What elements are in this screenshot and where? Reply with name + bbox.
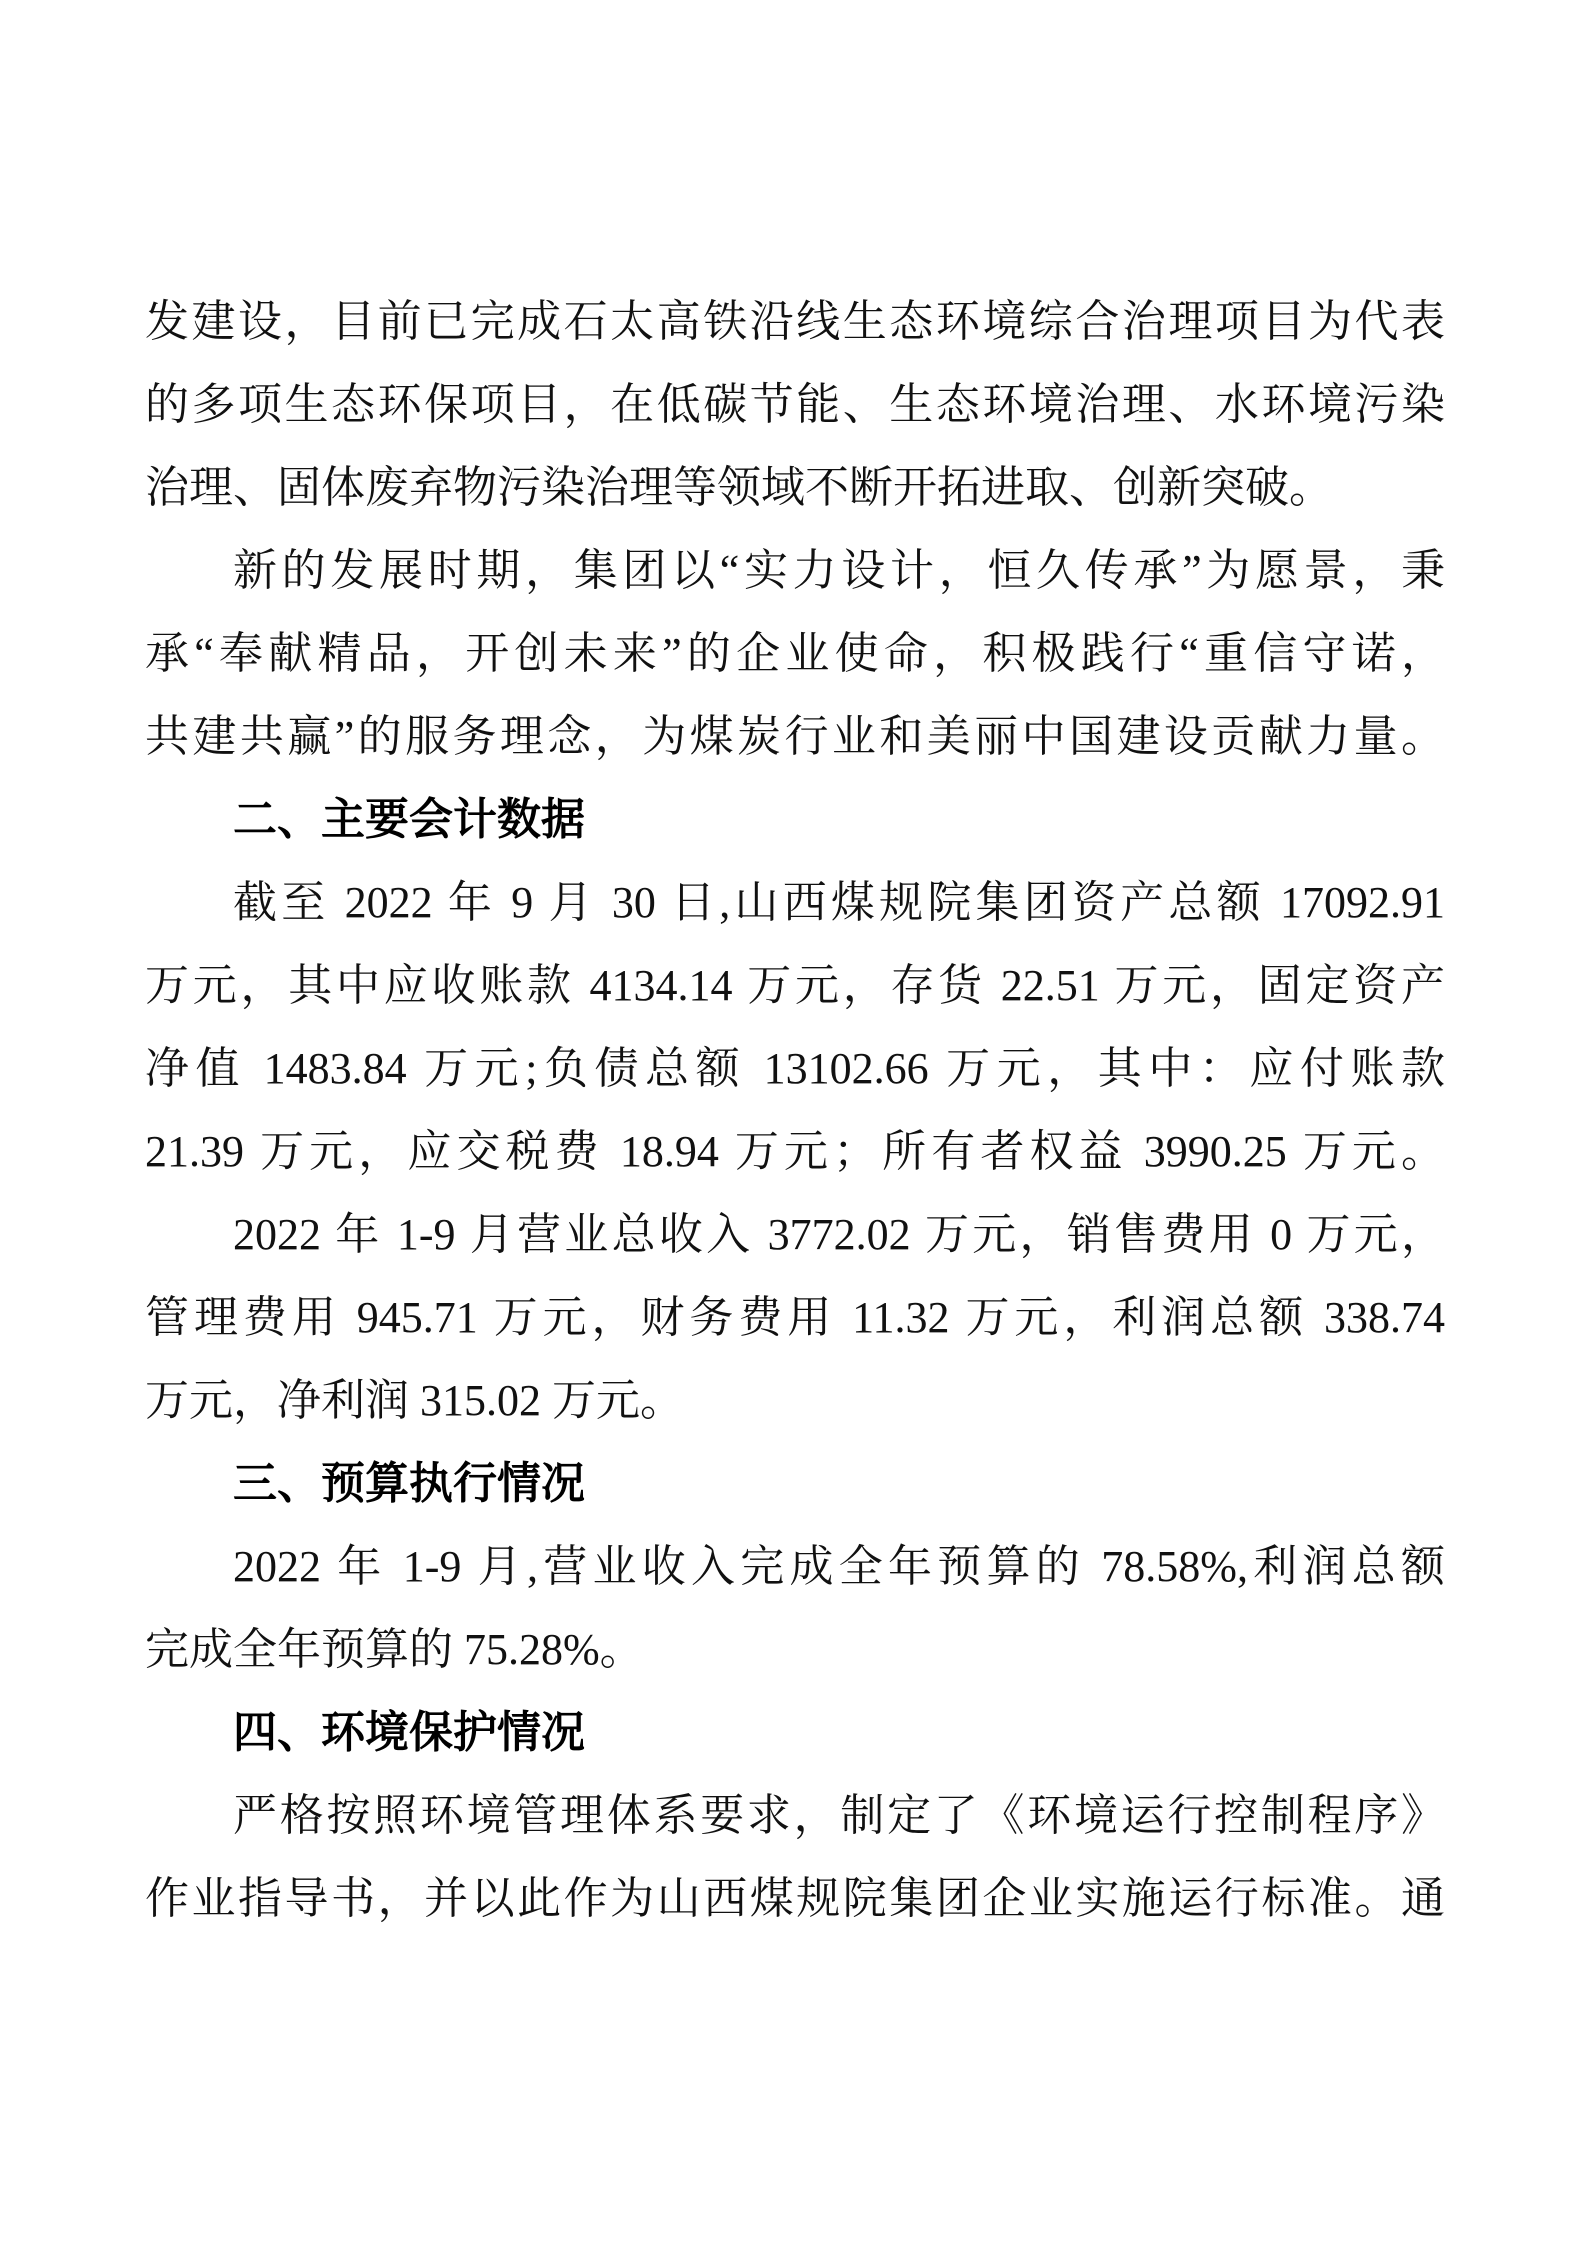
text-line: 严格按照环境管理体系要求，制定了《环境运行控制程序》 xyxy=(233,1791,1445,1840)
text-line: 截至 2022 年 9 月 30 日,山西煤规院集团资产总额 17092.91 xyxy=(233,878,1445,927)
section-heading: 四、环境保护情况 xyxy=(233,1708,585,1757)
text-line: 作业指导书，并以此作为山西煤规院集团企业实施运行标准。通 xyxy=(145,1874,1445,1923)
text-line: 新的发展时期，集团以“实力设计，恒久传承”为愿景，秉 xyxy=(233,546,1445,595)
text-line: 2022 年 1-9 月营业总收入 3772.02 万元，销售费用 0 万元， xyxy=(233,1210,1445,1259)
text-line: 净值 1483.84 万元;负债总额 13102.66 万元，其中：应付账款 xyxy=(145,1044,1445,1093)
text-line: 管理费用 945.71 万元，财务费用 11.32 万元，利润总额 338.74 xyxy=(145,1293,1445,1342)
section-heading: 二、主要会计数据 xyxy=(233,795,585,844)
text-line: 共建共赢”的服务理念，为煤炭行业和美丽中国建设贡献力量。 xyxy=(145,712,1445,761)
text-line: 2022 年 1-9 月,营业收入完成全年预算的 78.58%,利润总额 xyxy=(233,1542,1445,1591)
text-line: 万元，其中应收账款 4134.14 万元，存货 22.51 万元，固定资产 xyxy=(145,961,1445,1010)
text-line: 的多项生态环保项目，在低碳节能、生态环境治理、水环境污染 xyxy=(145,380,1445,429)
document-body xyxy=(145,280,1445,1940)
text-line: 21.39 万元，应交税费 18.94 万元；所有者权益 3990.25 万元。 xyxy=(145,1127,1445,1176)
text-line: 万元，净利润 315.02 万元。 xyxy=(145,1376,684,1425)
text-line: 发建设，目前已完成石太高铁沿线生态环境综合治理项目为代表 xyxy=(145,297,1445,346)
text-line: 完成全年预算的 75.28%。 xyxy=(145,1625,644,1674)
text-line: 承“奉献精品，开创未来”的企业使命，积极践行“重信守诺， xyxy=(145,629,1445,678)
section-heading: 三、预算执行情况 xyxy=(233,1459,585,1508)
text-line: 治理、固体废弃物污染治理等领域不断开拓进取、创新突破。 xyxy=(145,463,1333,512)
